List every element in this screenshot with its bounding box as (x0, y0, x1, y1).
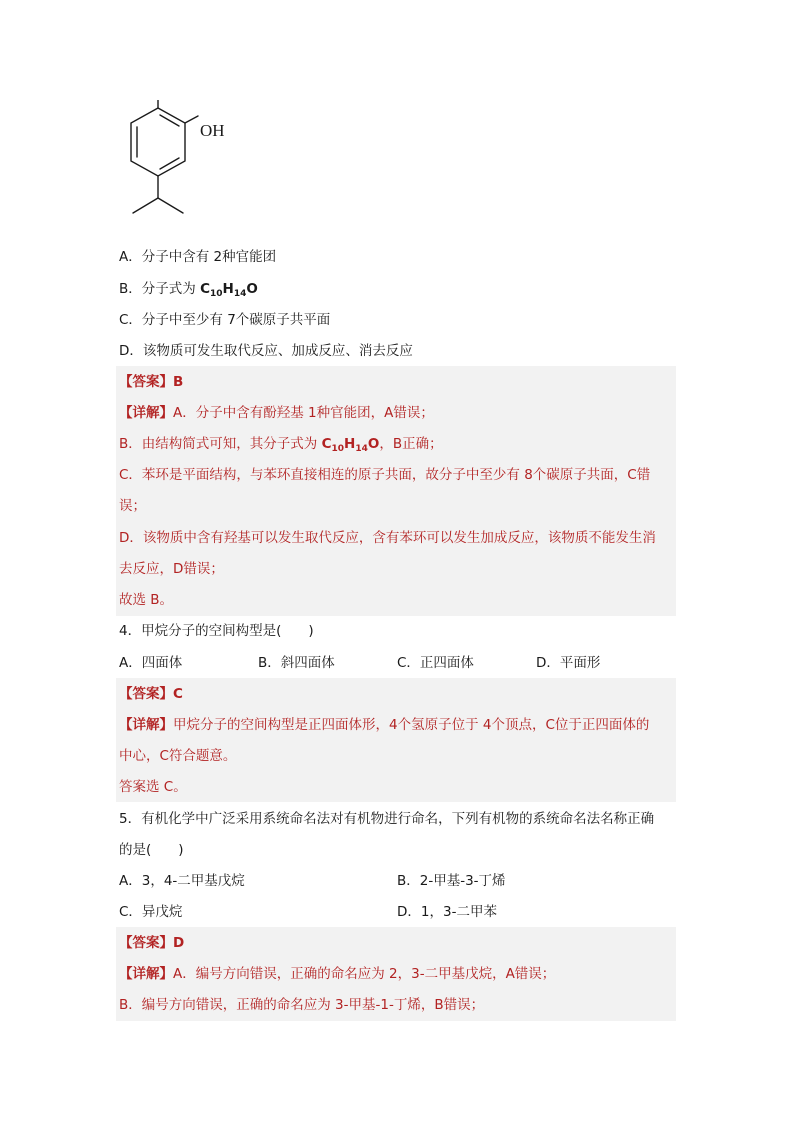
formula-h-sub: 14 (233, 289, 247, 299)
q5-detail-a (119, 964, 679, 984)
q3-detail-d2: 去反应，D错误； (119, 561, 224, 577)
formula-c-sub: 10 (331, 444, 345, 454)
formula-o: O (246, 281, 258, 297)
detail-b-post: ，B正确； (379, 436, 443, 452)
q4-choice-a: A．四面体 (119, 655, 183, 671)
q3-option-d: D．该物质可发生取代反应、加成反应、消去反应 (119, 343, 413, 359)
detail-tag: 【详解】 (119, 966, 173, 982)
detail-1-text: 甲烷分子的空间构型是正四面体形，4个氢原子位于 4个顶点，C位于正四面体的 (173, 717, 650, 733)
q3-conclusion: 故选 B。 (119, 592, 174, 608)
formula-h: H (222, 281, 234, 297)
q4-answer (119, 684, 679, 704)
answer-tag: 【答案】 (119, 935, 173, 951)
detail-b-formula (322, 436, 380, 452)
q5-detail-b: B．编号方向错误，正确的命名应为 3-甲基-1-丁烯，B错误； (119, 997, 485, 1013)
q4-detail-2: 中心，C符合题意。 (119, 748, 237, 764)
q5-choice-d: D．1，3-二甲苯 (397, 904, 497, 920)
detail-a-text: A．分子中含有酚羟基 1种官能团，A错误； (173, 405, 434, 421)
thymol-structure-svg (120, 100, 240, 235)
q3-detail-d1: D．该物质中含有羟基可以发生取代反应，含有苯环可以发生加成反应，该物质不能发生消 (119, 530, 656, 546)
answer-tag: 【答案】 (119, 374, 173, 390)
answer-value: B (173, 374, 184, 390)
q4-choice-d: D．平面形 (536, 655, 601, 671)
q3-detail-a (119, 403, 679, 423)
q5-choice-c: C．异戊烷 (119, 904, 183, 920)
q3-detail-b (119, 434, 679, 454)
q5-question-2: 的是( ) (119, 842, 184, 858)
q3-detail-c2: 误； (119, 498, 146, 514)
answer-value: D (173, 935, 185, 951)
detail-tag: 【详解】 (119, 405, 173, 421)
q3-detail-c1: C．苯环是平面结构，与苯环直接相连的原子共面，故分子中至少有 8个碳原子共面，C错 (119, 467, 651, 483)
oh-label: OH (200, 121, 225, 140)
q4-detail-1 (119, 715, 679, 735)
q3-answer (119, 372, 679, 392)
q3-option-b (119, 279, 679, 299)
q5-answer (119, 933, 679, 953)
formula-h-sub: 14 (355, 444, 368, 454)
answer-value: C (173, 686, 183, 702)
answer-tag: 【答案】 (119, 686, 173, 702)
q5-choice-a: A．3，4-二甲基戊烷 (119, 873, 245, 889)
formula-c: C (200, 281, 210, 297)
q4-conclusion: 答案选 C。 (119, 779, 187, 795)
q4-choice-b: B．斜四面体 (258, 655, 335, 671)
q3-option-b-text: B．分子式为 (119, 281, 201, 297)
q4-choice-c: C．正四面体 (397, 655, 474, 671)
detail-b-pre: B．由结构简式可知，其分子式为 (119, 436, 322, 452)
formula-c-sub: 10 (209, 289, 223, 299)
formula-o: O (367, 436, 380, 452)
q5-question-1: 5．有机化学中广泛采用系统命名法对有机物进行命名，下列有机物的系统命名法名称正确 (119, 811, 655, 827)
q3-option-c: C．分子中至少有 7个碳原子共平面 (119, 312, 331, 328)
detail-a-text: A．编号方向错误，正确的命名应为 2，3-二甲基戊烷，A错误； (173, 966, 556, 982)
formula-h: H (344, 436, 356, 452)
formula-c: C (321, 436, 332, 452)
q3-option-a: A．分子中含有 2种官能团 (119, 249, 277, 265)
q5-choice-b: B．2-甲基-3-丁烯 (397, 873, 506, 889)
thymol-structure (120, 100, 240, 235)
q4-question: 4．甲烷分子的空间构型是( ) (119, 623, 314, 639)
detail-tag: 【详解】 (119, 717, 173, 733)
q3-formula (200, 281, 258, 297)
